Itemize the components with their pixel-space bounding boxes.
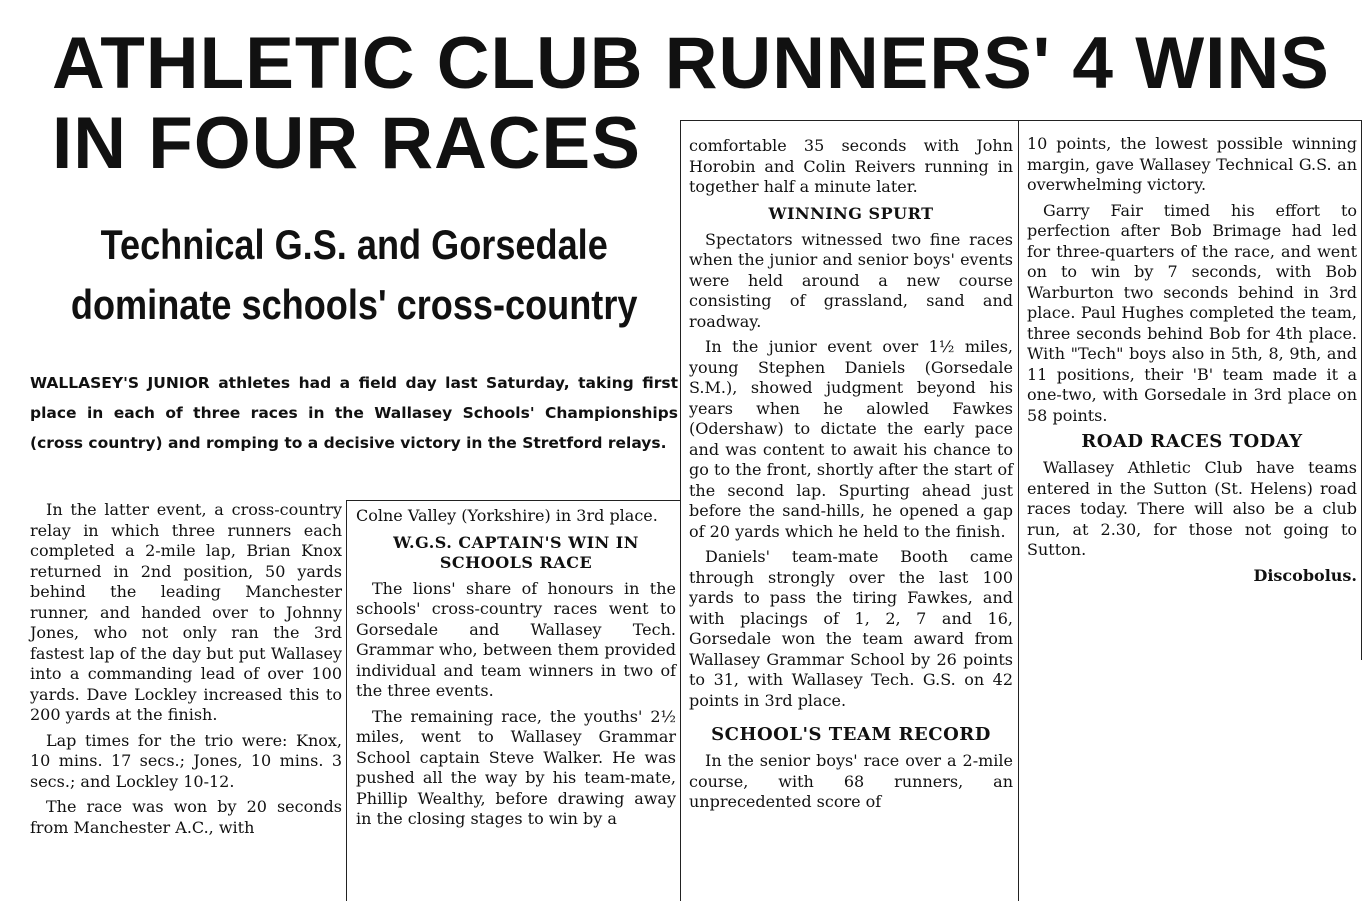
column2-rule-top	[346, 500, 680, 501]
column1-paragraph-1: In the latter event, a cross-country relay in which three runners each completed a 2-mile lap, Brian Knox returned in 2nd position, 50 yards behind the leading Manchester runner, and handed over to Johnny Jones, who not only ran the 3rd fastest lap of the day but put Wallasey into a commanding lead of over 100 yards. Dave Lockley increased this to 200 yards at the finish.	[30, 500, 342, 724]
subheadline-line-2: dominate schools' cross-country	[70, 281, 638, 328]
column3-paragraph-2: In the junior event over 1½ miles, young Stephen Daniels (Gorsedale S.M.), showed judgment beyond his years when he alowled Fawkes (Odershaw) to dictate the early pace and was content to await his chance to go to the front, shortly after the start of the second lap. Spurting ahead just before the sand-hills, he opened a gap of 20 yards which he held to the finish.	[689, 337, 1013, 541]
column-rule-2	[680, 120, 681, 901]
article-column-1	[30, 500, 342, 843]
subheadline	[36, 215, 672, 335]
column4-paragraph-1: Garry Fair timed his effort to perfection after Bob Brimage had led for three-quarters of the race, and went on to win by 7 seconds, with Bob Warburton two seconds behind in 3rd place. Paul Hughes completed the team, three seconds behind Bob for 4th place. With "Tech" boys also in 5th, 8, 9th, and 11 positions, their 'B' team made it a one-two, with Gorsedale in 3rd place on 58 points.	[1027, 200, 1357, 425]
headline-line-2: IN FOUR RACES	[52, 103, 641, 184]
column4-heading: ROAD RACES TODAY	[1081, 431, 1303, 452]
column-rule-1	[346, 500, 347, 901]
column4-paragraph-0: 10 points, the lowest possible winning margin, gave Wallasey Technical G.S. an overwhelming victory.	[1027, 134, 1357, 194]
column2-paragraph-2: The remaining race, the youths' 2½ miles, went to Wallasey Grammar School captain Steve Walker. He was pushed all the way by his team-mate, Phillip Wealthy, before drawing away in the closing stages to win by a	[356, 706, 676, 828]
box-rule-right	[1361, 120, 1362, 660]
column3-paragraph-4: In the senior boys' race over a 2-mile course, with 68 runners, an unprecedented score of	[689, 751, 1013, 811]
column1-paragraph-2: Lap times for the trio were: Knox, 10 mins. 17 secs.; Jones, 10 mins. 3 secs.; and Lockley 10-12.	[30, 730, 342, 791]
column2-paragraph-0: Colne Valley (Yorkshire) in 3rd place.	[356, 506, 658, 525]
byline-signature: Discobolus.	[1253, 565, 1357, 585]
column1-paragraph-3: The race was won by 20 seconds from Manchester A.C., with	[30, 797, 342, 837]
column2-heading: W.G.S. CAPTAIN'S WIN IN SCHOOLS RACE	[393, 532, 639, 572]
subheadline-line-1: Technical G.S. and Gorsedale	[100, 221, 608, 268]
intro-paragraph: WALLASEY'S JUNIOR athletes had a field day last Saturday, taking first place in each of three races in the Wallasey Schools' Championships (cross country) and romping to a decisive victory in the Stretford relays.	[30, 374, 678, 452]
column-rule-3	[1018, 120, 1019, 901]
column3-heading-2: SCHOOL'S TEAM RECORD	[711, 724, 991, 745]
column3-paragraph-1: Spectators witnessed two fine races when the junior and senior boys' events were held around a new course consisting of grassland, sand and roadway.	[689, 229, 1013, 331]
article-column-4	[1027, 134, 1357, 591]
column4-paragraph-2: Wallasey Athletic Club have teams entered in the Sutton (St. Helens) road races today. There will also be a club run, at 2.30, for those not going to Sutton.	[1027, 458, 1357, 559]
column3-paragraph-0: comfortable 35 seconds with John Horobin and Colin Reivers running in together half a minute later.	[689, 136, 1013, 196]
column2-paragraph-1: The lions' share of honours in the schools' cross-country races went to Gorsedale and Wallasey Tech. Grammar who, between them provided individual and team winners in two of the three events.	[356, 578, 676, 700]
article-column-3	[689, 136, 1013, 818]
column3-paragraph-3: Daniels' team-mate Booth came through strongly over the last 100 yards to pass the tiring Fawkes, and with placings of 1, 2, 7 and 16, Gorsedale won the team award from Wallasey Grammar School by 26 points to 31, with Wallasey Tech. G.S. on 42 points in 3rd place.	[689, 547, 1013, 710]
headline-line-1: ATHLETIC CLUB RUNNERS' 4 WINS	[52, 23, 1330, 104]
column3-heading-1: WINNING SPURT	[768, 203, 934, 223]
box-rule-top	[680, 120, 1362, 121]
article-column-2	[356, 506, 676, 835]
